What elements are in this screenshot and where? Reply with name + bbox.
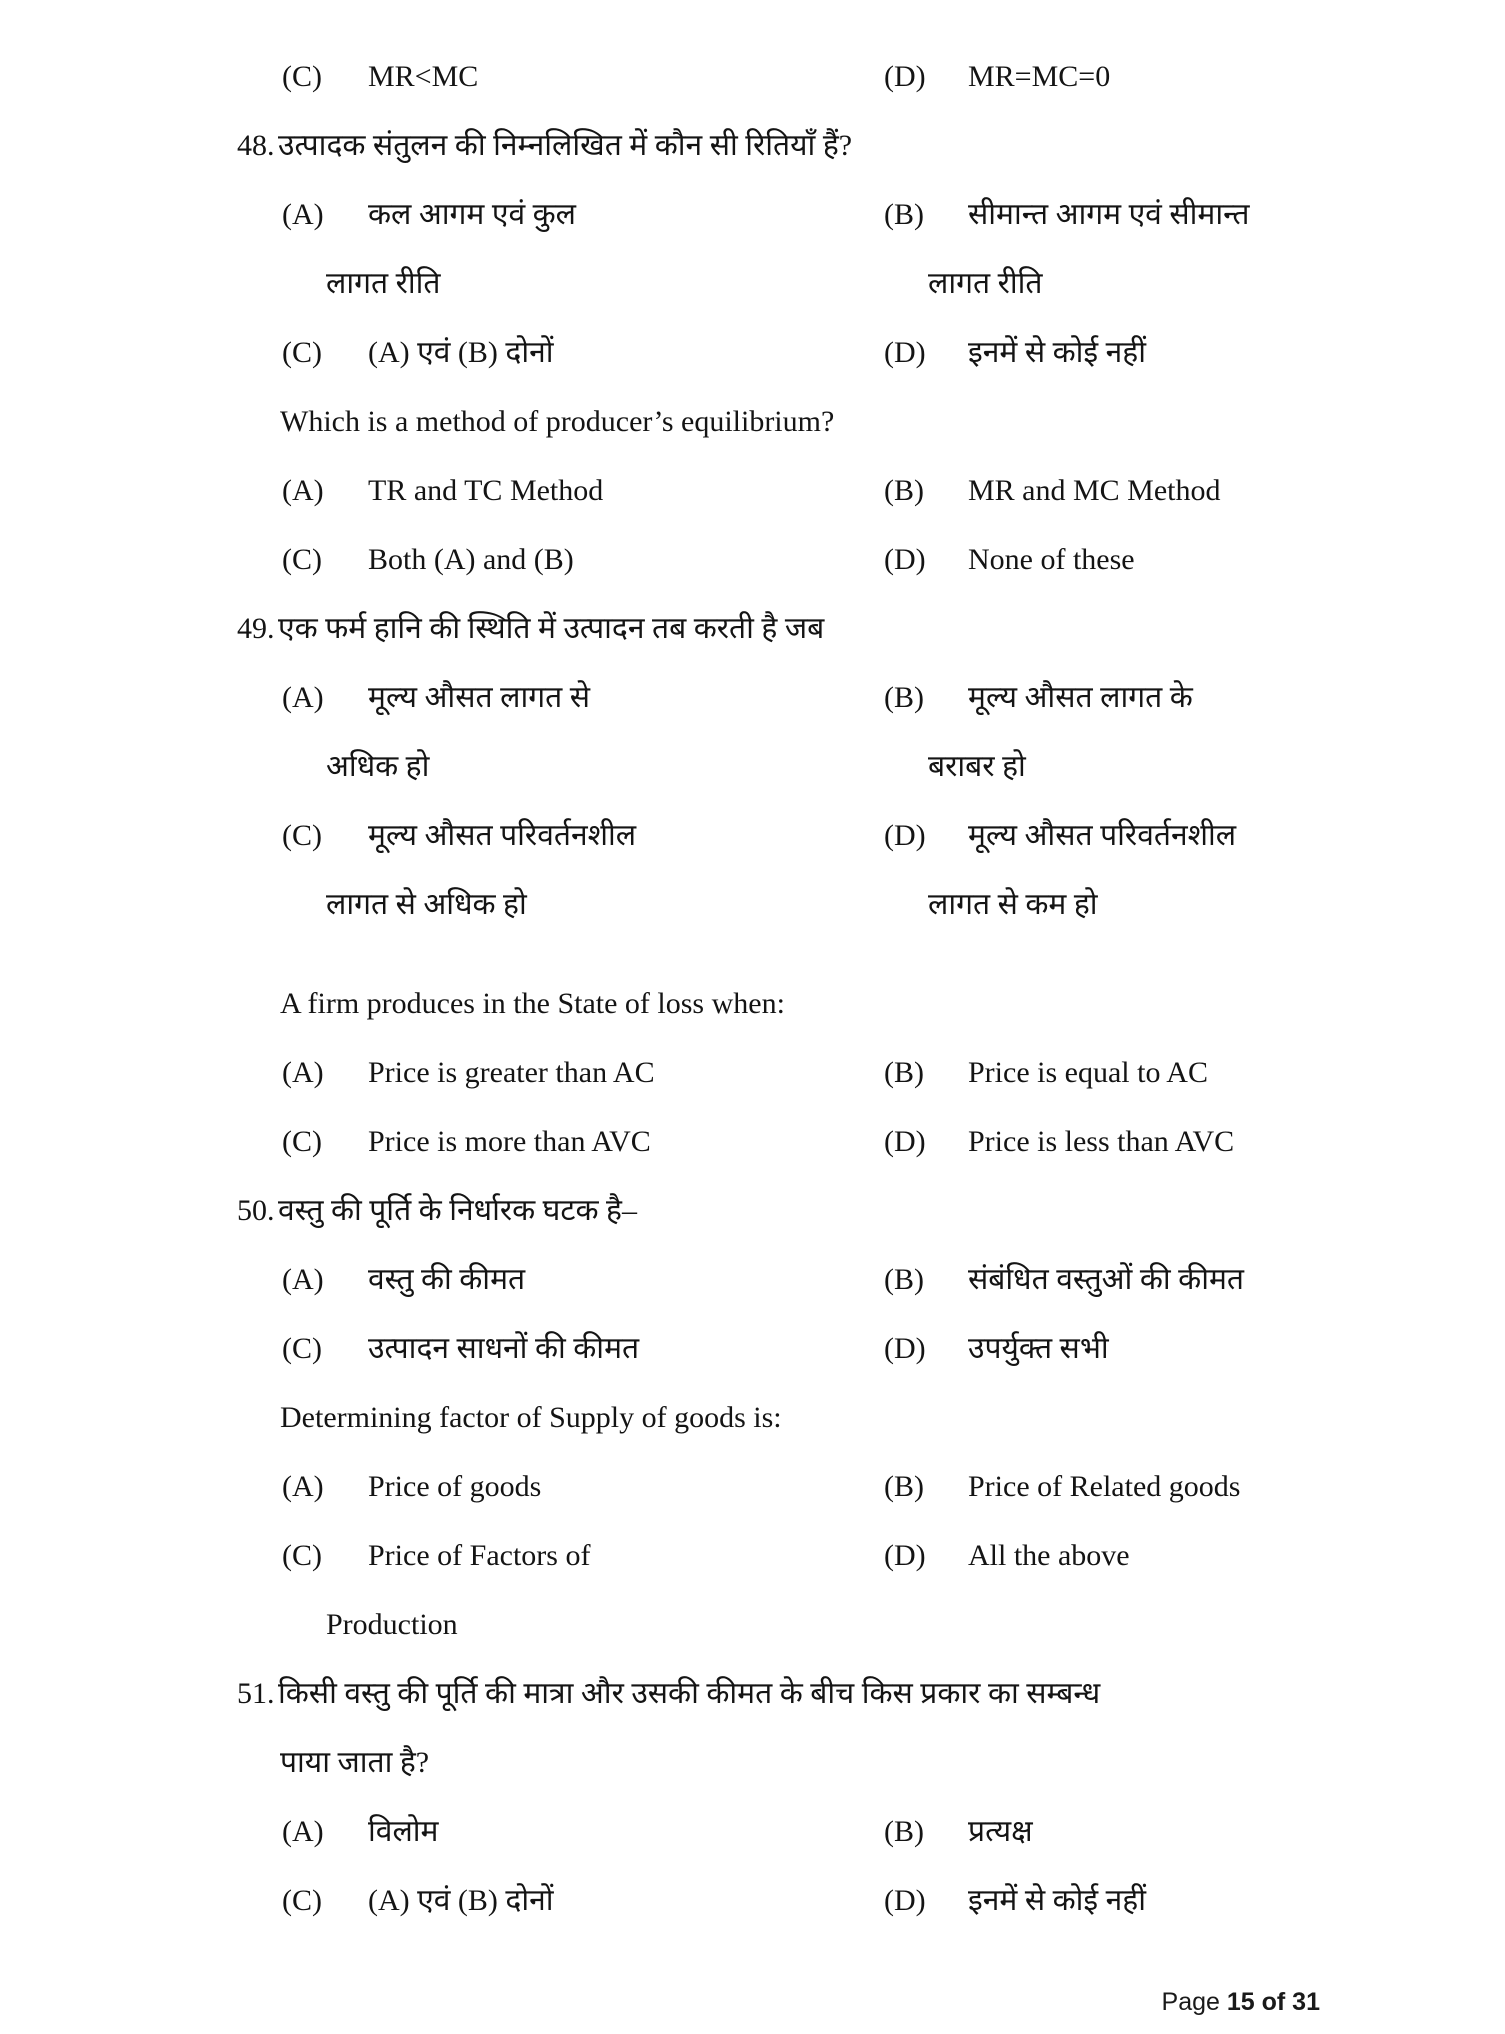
option-letter: (C) — [282, 336, 322, 369]
question-text: किसी वस्तु की पूर्ति की मात्रा और उसकी कीमत के बीच किस प्रकार का सम्बन्ध — [278, 1677, 1101, 1710]
question-text-row — [0, 1746, 1505, 1815]
question-text: पाया जाता है? — [280, 1746, 430, 1779]
question-number: 49. — [237, 612, 275, 645]
option-label: Price of Factors of — [368, 1539, 591, 1572]
option-label: Price is more than AVC — [368, 1125, 651, 1158]
options-row — [0, 1470, 1505, 1539]
option-letter: (B) — [884, 474, 924, 507]
option-letter: (B) — [884, 1815, 924, 1848]
question-row — [0, 129, 1505, 198]
options-row — [0, 543, 1505, 612]
option-letter: (D) — [884, 819, 926, 852]
option-label: Price is less than AVC — [968, 1125, 1235, 1158]
question-text: वस्तु की पूर्ति के निर्धारक घटक है– — [278, 1194, 637, 1227]
option-label: मूल्य औसत परिवर्तनशील — [968, 819, 1237, 852]
option-label: इनमें से कोई नहीं — [968, 1884, 1146, 1917]
option-label: MR=MC=0 — [968, 60, 1111, 93]
question-row — [0, 1677, 1505, 1746]
question-rows — [0, 60, 1505, 1953]
option-label: इनमें से कोई नहीं — [968, 336, 1146, 369]
option-letter: (A) — [282, 1056, 324, 1089]
question-text: उत्पादक संतुलन की निम्नलिखित में कौन सी रितियाँ हैं? — [278, 129, 853, 162]
option-letter: (D) — [884, 336, 926, 369]
options-row — [0, 1125, 1505, 1194]
option-letter: (D) — [884, 1125, 926, 1158]
continuation-row — [0, 1608, 1505, 1677]
option-letter: (D) — [884, 1539, 926, 1572]
option-label: उत्पादन साधनों की कीमत — [368, 1332, 640, 1365]
continuation-row — [0, 267, 1505, 336]
option-label: Price is equal to AC — [968, 1056, 1208, 1089]
option-label: Both (A) and (B) — [368, 543, 574, 576]
question-row — [0, 612, 1505, 681]
options-row — [0, 1332, 1505, 1401]
question-text: Which is a method of producer’s equilibrium? — [280, 405, 835, 438]
question-text-row — [0, 987, 1505, 1056]
option-label: संबंधित वस्तुओं की कीमत — [968, 1263, 1244, 1296]
question-number: 51. — [237, 1677, 275, 1710]
options-row — [0, 1884, 1505, 1953]
options-row — [0, 474, 1505, 543]
option-letter: (C) — [282, 1332, 322, 1365]
option-label: MR<MC — [368, 60, 479, 93]
option-label: मूल्य औसत परिवर्तनशील — [368, 819, 637, 852]
option-letter: (D) — [884, 543, 926, 576]
option-letter: (C) — [282, 1884, 322, 1917]
option-letter: (A) — [282, 1263, 324, 1296]
question-number: 48. — [237, 129, 275, 162]
option-letter: (A) — [282, 474, 324, 507]
option-letter: (C) — [282, 543, 322, 576]
option-label: Price of goods — [368, 1470, 542, 1503]
option-continuation-text: अधिक हो — [326, 750, 430, 783]
option-letter: (D) — [884, 1332, 926, 1365]
question-text-row — [0, 1401, 1505, 1470]
option-letter: (B) — [884, 681, 924, 714]
option-label: Price is greater than AC — [368, 1056, 655, 1089]
option-letter: (A) — [282, 198, 324, 231]
options-row — [0, 1815, 1505, 1884]
options-row — [0, 819, 1505, 888]
option-label: मूल्य औसत लागत के — [968, 681, 1193, 714]
option-letter: (B) — [884, 198, 924, 231]
option-label: TR and TC Method — [368, 474, 604, 507]
question-text: A firm produces in the State of loss when: — [280, 987, 785, 1020]
option-letter: (A) — [282, 1815, 324, 1848]
option-label: मूल्य औसत लागत से — [368, 681, 590, 714]
option-label: (A) एवं (B) दोनों — [368, 1884, 554, 1917]
option-letter: (C) — [282, 1539, 322, 1572]
options-row — [0, 336, 1505, 405]
option-label: None of these — [968, 543, 1135, 576]
option-letter: (C) — [282, 60, 322, 93]
continuation-row — [0, 888, 1505, 957]
option-letter: (A) — [282, 681, 324, 714]
option-letter: (D) — [884, 60, 926, 93]
question-text: Determining factor of Supply of goods is: — [280, 1401, 782, 1434]
option-label: उपर्युक्त सभी — [968, 1332, 1109, 1365]
page-number-value: 15 of 31 — [1226, 1988, 1320, 2016]
options-row — [0, 1539, 1505, 1608]
page-footer — [1162, 1988, 1320, 2017]
option-letter: (C) — [282, 1125, 322, 1158]
page-number-label: Page — [1161, 1988, 1227, 2016]
option-label: विलोम — [368, 1815, 439, 1848]
option-label: कल आगम एवं कुल — [368, 198, 577, 231]
option-letter: (D) — [884, 1884, 926, 1917]
question-text: एक फर्म हानि की स्थिति में उत्पादन तब करती है जब — [278, 612, 825, 645]
option-label: All the above — [968, 1539, 1130, 1572]
option-continuation-text: लागत रीति — [928, 267, 1043, 300]
options-row — [0, 198, 1505, 267]
option-continuation-text: बराबर हो — [928, 750, 1026, 783]
option-continuation-text: लागत रीति — [326, 267, 441, 300]
option-label: Price of Related goods — [968, 1470, 1241, 1503]
option-label: प्रत्यक्ष — [968, 1815, 1033, 1848]
option-letter: (A) — [282, 1470, 324, 1503]
question-row — [0, 1194, 1505, 1263]
options-row — [0, 1056, 1505, 1125]
option-label: सीमान्त आगम एवं सीमान्त — [968, 198, 1250, 231]
question-text-row — [0, 405, 1505, 474]
options-row — [0, 1263, 1505, 1332]
option-continuation-text: लागत से अधिक हो — [326, 888, 527, 921]
options-row — [0, 681, 1505, 750]
option-letter: (B) — [884, 1470, 924, 1503]
option-continuation-text: Production — [326, 1608, 458, 1641]
option-letter: (B) — [884, 1263, 924, 1296]
option-letter: (B) — [884, 1056, 924, 1089]
option-continuation-text: लागत से कम हो — [928, 888, 1098, 921]
continuation-row — [0, 750, 1505, 819]
option-label: MR and MC Method — [968, 474, 1221, 507]
options-row — [0, 60, 1505, 129]
option-label: (A) एवं (B) दोनों — [368, 336, 554, 369]
option-letter: (C) — [282, 819, 322, 852]
question-number: 50. — [237, 1194, 275, 1227]
option-label: वस्तु की कीमत — [368, 1263, 526, 1296]
